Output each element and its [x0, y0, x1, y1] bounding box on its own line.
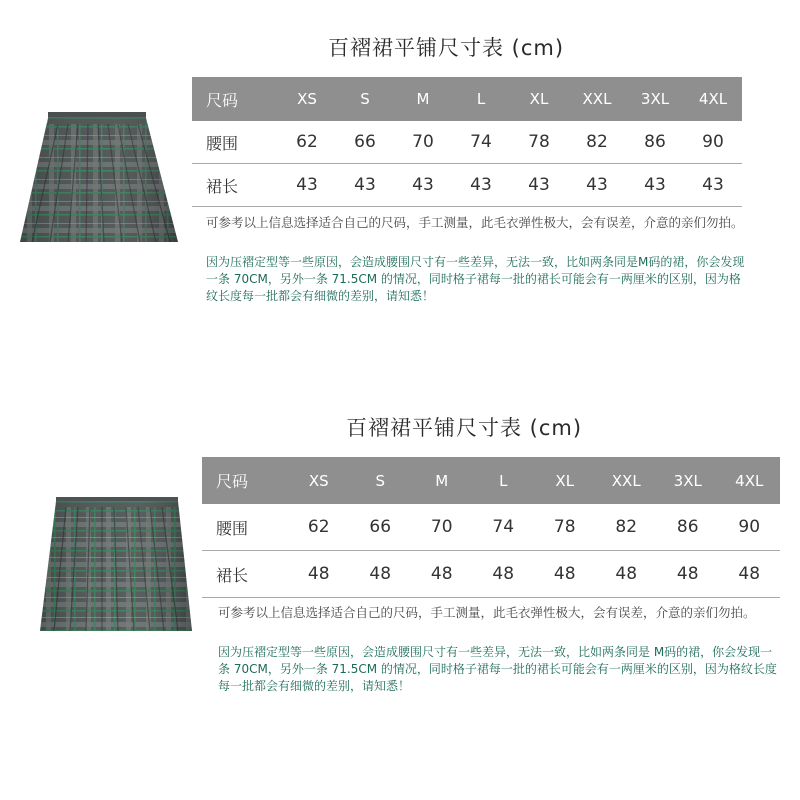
table-cell: 48 [473, 551, 535, 598]
table-cell: 48 [596, 551, 658, 598]
table-cell: 86 [626, 121, 684, 164]
table-cell: 48 [719, 551, 781, 598]
size-table [192, 77, 742, 207]
table-header-row [202, 457, 780, 504]
header-cell: 3XL [626, 77, 684, 121]
table-cell: 48 [411, 551, 473, 598]
table-cell: 62 [278, 121, 336, 164]
chart-title: 百褶裙平铺尺寸表 (cm) [346, 416, 583, 440]
table-cell: 43 [684, 164, 742, 207]
table-cell: 66 [350, 504, 412, 551]
table-cell: 70 [411, 504, 473, 551]
header-cell: 尺码 [192, 77, 278, 121]
pleated-skirt-image [38, 495, 194, 641]
table-cell: 90 [719, 504, 781, 551]
header-cell: S [350, 457, 412, 504]
table-cell: 43 [452, 164, 510, 207]
size-table [202, 457, 780, 598]
row-label: 腰围 [192, 121, 278, 164]
table-row [202, 551, 780, 598]
header-cell: 尺码 [202, 457, 288, 504]
table-cell: 70 [394, 121, 452, 164]
variance-note: 因为压褶定型等一些原因，会造成腰围尺寸有一些差异，无法一致，比如两条同是M码的裙，你会发现一条 70CM，另外一条 71.5CM 的情况，同时格子裙每一批的裙长可能会有一两厘米的区别，因为格纹长度每一批都会有细微的差别，请知悉！ [206, 255, 745, 303]
table-cell: 74 [473, 504, 535, 551]
header-cell: L [473, 457, 535, 504]
table-cell: 48 [288, 551, 350, 598]
row-label: 腰围 [202, 504, 288, 551]
table-cell: 62 [288, 504, 350, 551]
table-cell: 86 [657, 504, 719, 551]
table-row [192, 164, 742, 207]
header-cell: 3XL [657, 457, 719, 504]
table-row [192, 121, 742, 164]
header-cell: XL [534, 457, 596, 504]
table-cell: 82 [596, 504, 658, 551]
table-cell: 74 [452, 121, 510, 164]
table-cell: 48 [534, 551, 596, 598]
header-cell: XS [278, 77, 336, 121]
table-row [202, 504, 780, 551]
header-cell: M [411, 457, 473, 504]
header-cell: 4XL [684, 77, 742, 121]
table-cell: 43 [394, 164, 452, 207]
size-chart-2 [0, 400, 800, 800]
header-cell: 4XL [719, 457, 781, 504]
pleated-skirt-image [18, 110, 182, 250]
table-cell: 43 [510, 164, 568, 207]
measurement-note: 可参考以上信息选择适合自己的尺码，手工测量，此毛衣弹性极大，会有误差，介意的亲们勿拍。 [218, 605, 756, 620]
table-cell: 43 [568, 164, 626, 207]
table-cell: 43 [278, 164, 336, 207]
table-cell: 66 [336, 121, 394, 164]
table-cell: 43 [336, 164, 394, 207]
table-cell: 48 [657, 551, 719, 598]
header-cell: S [336, 77, 394, 121]
table-cell: 78 [534, 504, 596, 551]
row-label: 裙长 [202, 551, 288, 598]
header-cell: XL [510, 77, 568, 121]
header-cell: M [394, 77, 452, 121]
table-cell: 78 [510, 121, 568, 164]
table-cell: 43 [626, 164, 684, 207]
header-cell: XS [288, 457, 350, 504]
table-cell: 90 [684, 121, 742, 164]
row-label: 裙长 [192, 164, 278, 207]
measurement-note: 可参考以上信息选择适合自己的尺码，手工测量，此毛衣弹性极大，会有误差，介意的亲们勿拍。 [206, 215, 744, 230]
variance-note: 因为压褶定型等一些原因，会造成腰围尺寸有一些差异，无法一致，比如两条同是 M码的裙，你会发现一条 70CM，另外一条 71.5CM 的情况，同时格子裙每一批的裙长可能会有一两厘米的区别，因为格纹长度每一批都会有细微的差别，请知悉！ [218, 645, 777, 693]
table-cell: 82 [568, 121, 626, 164]
header-cell: XXL [596, 457, 658, 504]
header-cell: L [452, 77, 510, 121]
chart-title: 百褶裙平铺尺寸表 (cm) [328, 36, 565, 60]
table-header-row [192, 77, 742, 121]
table-cell: 48 [350, 551, 412, 598]
header-cell: XXL [568, 77, 626, 121]
